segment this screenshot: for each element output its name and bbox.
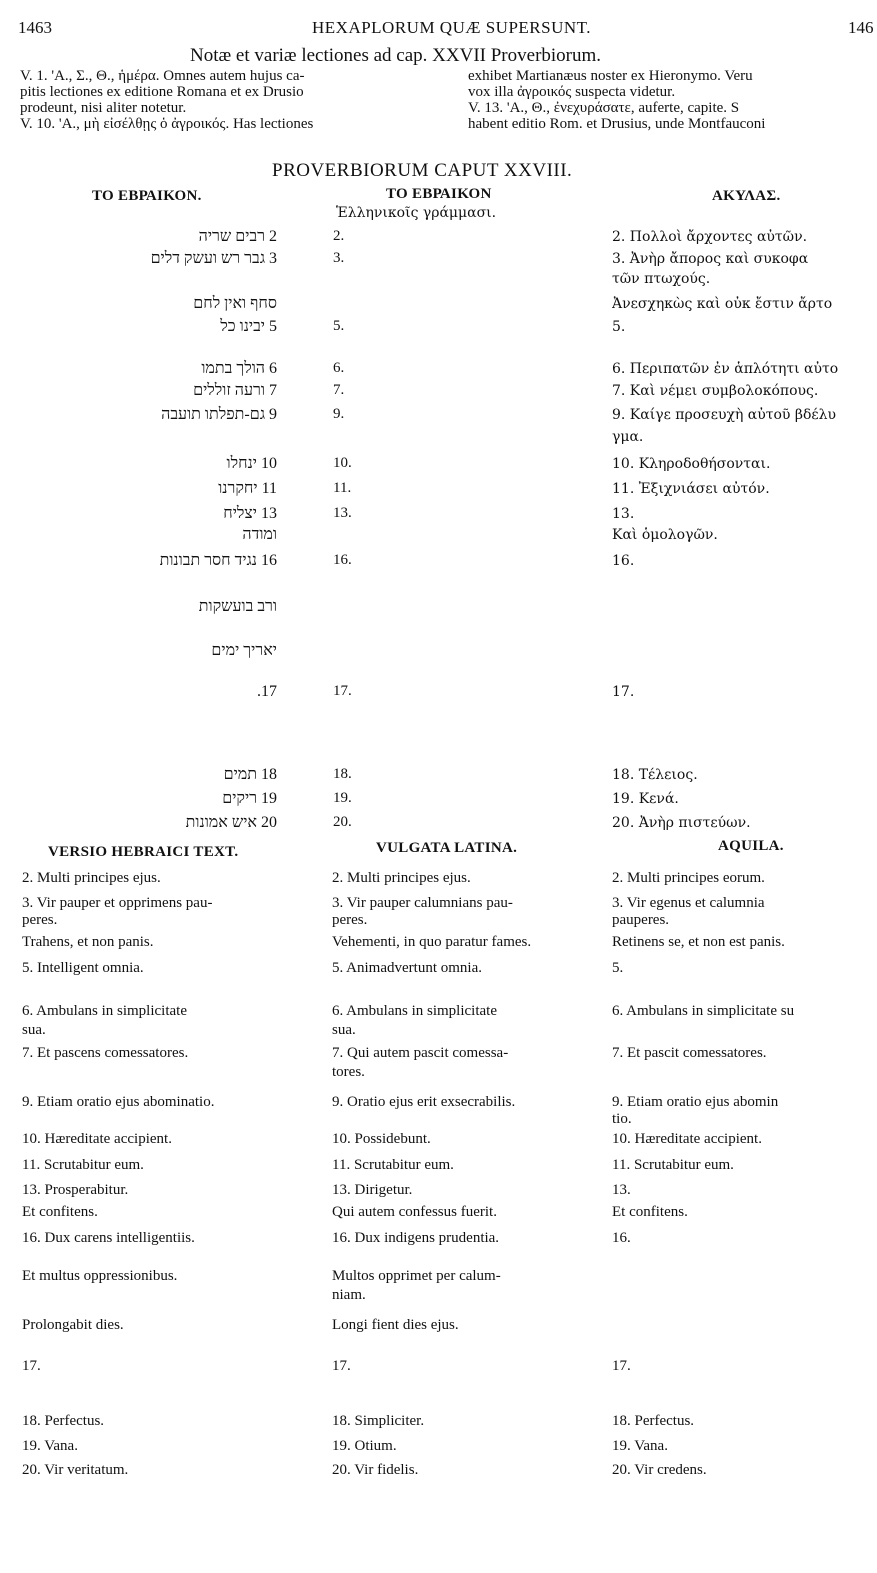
- hebrew-cell: 19 ריקים: [222, 790, 277, 807]
- aquila-greek-cell: 19. Κενά.: [612, 791, 679, 807]
- hebrew-cell: 17.: [257, 683, 277, 700]
- notes-line: V. 1. 'Α., Σ., Θ., ἡμέρα. Omnes autem hujus ca-: [20, 68, 305, 84]
- versio-cell: 18. Perfectus.: [22, 1413, 105, 1429]
- aquila-latin-cell: 18. Perfectus.: [612, 1413, 695, 1429]
- vulgata-cell: 6. Ambulans in simplicitate: [332, 1003, 497, 1019]
- col-head-aquila: AQUILA.: [718, 838, 784, 854]
- aquila-latin-cell: Et confitens.: [612, 1204, 688, 1220]
- versio-cell: 10. Hæreditate accipient.: [22, 1131, 172, 1147]
- notes-line: V. 13. 'Α., Θ., ἐνεχυράσατε, auferte, capite. S: [468, 100, 740, 116]
- vulgata-cell: 3. Vir pauper calumnians pau-: [332, 895, 513, 911]
- verse-number-cell: 20.: [333, 814, 352, 830]
- aquila-latin-cell: 3. Vir egenus et calumnia: [612, 895, 765, 911]
- vulgata-cell: Longi fient dies ejus.: [332, 1317, 459, 1333]
- hebrew-cell: 7 ורעה זוללים: [193, 382, 277, 399]
- vulgata-cell: Multos opprimet per calum-: [332, 1268, 501, 1284]
- aquila-greek-cell: 18. Τέλειος.: [612, 767, 698, 783]
- versio-cell: Prolongabit dies.: [22, 1317, 124, 1333]
- versio-cell: sua.: [22, 1022, 46, 1038]
- vulgata-cell: Vehementi, in quo paratur fames.: [332, 934, 532, 950]
- aquila-latin-cell: 13.: [612, 1182, 631, 1198]
- verse-number-cell: 18.: [333, 766, 352, 782]
- verse-number-cell: 7.: [333, 382, 345, 398]
- aquila-greek-cell: Ἀνεσχηκὼς καὶ οὐκ ἔστιν ἄρτο: [612, 296, 833, 312]
- aquila-latin-cell: tio.: [612, 1111, 632, 1127]
- hebrew-cell: 16 נגיד חסר תבונות: [159, 552, 277, 569]
- verse-number-cell: 19.: [333, 790, 352, 806]
- aquila-greek-cell: τῶν πτωχούς.: [612, 271, 711, 287]
- col-head-aquila-greek: ΑΚΥΛΑΣ.: [712, 188, 781, 204]
- aquila-latin-cell: 19. Vana.: [612, 1438, 668, 1454]
- aquila-greek-cell: 11. Ἐξιχνιάσει αὐτόν.: [612, 481, 770, 497]
- vulgata-cell: 17.: [332, 1358, 351, 1374]
- aquila-greek-cell: 13.: [612, 506, 635, 522]
- hebrew-cell: סחף ואין לחם: [193, 295, 277, 312]
- verse-number-cell: 17.: [333, 683, 352, 699]
- versio-cell: 20. Vir veritatum.: [22, 1462, 129, 1478]
- versio-cell: 5. Intelligent omnia.: [22, 960, 144, 976]
- aquila-greek-cell: 6. Περιπατῶν ἐν ἁπλότητι αὐτο: [612, 361, 839, 377]
- verse-number-cell: 11.: [333, 480, 352, 496]
- aquila-greek-cell: 5.: [612, 319, 626, 335]
- aquila-greek-cell: 7. Καὶ νέμει συμβολοκόπους.: [612, 383, 819, 399]
- aquila-latin-cell: 17.: [612, 1358, 631, 1374]
- verse-number-cell: 9.: [333, 406, 345, 422]
- vulgata-cell: sua.: [332, 1022, 356, 1038]
- versio-cell: 17.: [22, 1358, 41, 1374]
- vulgata-cell: niam.: [332, 1287, 366, 1303]
- aquila-greek-cell: γμα.: [612, 429, 644, 445]
- versio-cell: 3. Vir pauper et opprimens pau-: [22, 895, 213, 911]
- hebrew-cell: ומודה: [242, 526, 277, 543]
- vulgata-cell: 20. Vir fidelis.: [332, 1462, 419, 1478]
- running-title: HEXAPLORUM QUÆ SUPERSUNT.: [312, 18, 592, 37]
- versio-cell: 7. Et pascens comessatores.: [22, 1045, 189, 1061]
- vulgata-cell: 9. Oratio ejus erit exsecrabilis.: [332, 1094, 516, 1110]
- hebrew-cell: 5 יבינו כל: [220, 318, 277, 335]
- verse-number-cell: 6.: [333, 360, 345, 376]
- col-head-vulgata: VULGATA LATINA.: [376, 840, 518, 856]
- verse-number-cell: 10.: [333, 455, 352, 471]
- aquila-greek-cell: Καὶ ὁμολογῶν.: [612, 527, 718, 543]
- notes-line: V. 10. 'Α., μὴ εἰσέλθῃς ὁ ἀγροικός. Has lectiones: [20, 116, 314, 132]
- notes-left-column: [20, 68, 313, 132]
- aquila-latin-cell: 7. Et pascit comessatores.: [612, 1045, 767, 1061]
- notes-line: pitis lectiones ex editione Romana et ex Drusio: [20, 84, 304, 100]
- verse-number-cell: 5.: [333, 318, 345, 334]
- aquila-latin-cell: 6. Ambulans in simplicitate su: [612, 1003, 795, 1019]
- vulgata-cell: 13. Dirigetur.: [332, 1182, 413, 1198]
- col-head-versio: VERSIO HEBRAICI TEXT.: [48, 844, 239, 860]
- vulgata-cell: 2. Multi principes ejus.: [332, 870, 471, 886]
- hebrew-cell: 13 יצליח: [223, 505, 277, 522]
- vulgata-cell: tores.: [332, 1064, 365, 1080]
- versio-cell: Et multus oppressionibus.: [22, 1268, 178, 1284]
- vulgata-cell: 16. Dux indigens prudentia.: [332, 1230, 500, 1246]
- vulgata-cell: 18. Simpliciter.: [332, 1413, 425, 1429]
- page-number-right: 146: [848, 18, 874, 37]
- aquila-latin-cell: 5.: [612, 960, 624, 976]
- aquila-greek-cell: 17.: [612, 684, 635, 700]
- versio-cell: 16. Dux carens intelligentiis.: [22, 1230, 195, 1246]
- aquila-greek-cell: 20. Ἀνὴρ πιστεύων.: [612, 815, 751, 831]
- vulgata-cell: 5. Animadvertunt omnia.: [332, 960, 482, 976]
- col-head-hebrew-greek: ΤΟ ΕΒΡΑΙΚΟΝ: [386, 186, 492, 202]
- versio-cell: 9. Etiam oratio ejus abominatio.: [22, 1094, 215, 1110]
- chapter-title: PROVERBIORUM CAPUT XXVIII.: [272, 160, 573, 181]
- notes-line: prodeunt, nisi aliter notetur.: [20, 100, 187, 116]
- notes-right-column: [468, 68, 877, 132]
- col-subhead-greek-letters: Ἑλληνικοῖς γράμμασι.: [336, 205, 497, 221]
- vulgata-cell: 7. Qui autem pascit comessa-: [332, 1045, 509, 1061]
- versio-cell: Et confitens.: [22, 1204, 98, 1220]
- col-head-hebrew: ΤΟ ΕΒΡΑΙΚΟΝ.: [92, 188, 202, 204]
- aquila-latin-cell: 10. Hæreditate accipient.: [612, 1131, 762, 1147]
- versio-cell: 11. Scrutabitur eum.: [22, 1157, 144, 1173]
- notes-title: Notæ et variæ lectiones ad cap. XXVII Proverbiorum.: [190, 45, 602, 66]
- hebrew-cell: 18 תמים: [223, 766, 277, 783]
- verse-number-cell: 16.: [333, 552, 352, 568]
- vulgata-cell: Qui autem confessus fuerit.: [332, 1204, 497, 1220]
- hebrew-cell: 9 גם-תפלתו תועבה: [161, 406, 277, 423]
- page-number-left: 1463: [18, 18, 52, 37]
- aquila-greek-cell: 16.: [612, 553, 635, 569]
- aquila-greek-cell: 3. Ἀνὴρ ἄπορος καὶ συκοφα: [612, 251, 809, 267]
- hebrew-cell: 10 ינחלו: [226, 455, 277, 472]
- aquila-latin-cell: pauperes.: [612, 912, 670, 928]
- hebrew-cell: 3 גבר רש ועשק דלים: [150, 250, 277, 267]
- versio-cell: 19. Vana.: [22, 1438, 78, 1454]
- notes-line: vox illa ἀγροικός suspecta videtur.: [468, 84, 676, 100]
- vulgata-cell: peres.: [332, 912, 368, 928]
- versio-cell: 2. Multi principes ejus.: [22, 870, 161, 886]
- aquila-latin-cell: 16.: [612, 1230, 631, 1246]
- hebrew-cell: 20 איש אמונות: [185, 814, 277, 831]
- notes-line: habent editio Rom. et Drusius, unde Montfauconi: [468, 116, 766, 132]
- vulgata-cell: 19. Otium.: [332, 1438, 397, 1454]
- vulgata-cell: 10. Possidebunt.: [332, 1131, 431, 1147]
- hebrew-cell: ורב בועשקות: [198, 598, 277, 615]
- hebrew-cell: 11 יחקרנו: [218, 480, 277, 497]
- hebrew-cell: 2 רבים שריה: [198, 228, 277, 245]
- notes-line: exhibet Martianæus noster ex Hieronymo. Veru: [468, 68, 753, 84]
- verse-number-cell: 2.: [333, 228, 345, 244]
- hebrew-cell: 6 הולך בתמו: [201, 360, 277, 377]
- aquila-latin-cell: 20. Vir credens.: [612, 1462, 707, 1478]
- aquila-greek-cell: 2. Πολλοὶ ἄρχοντες αὐτῶν.: [612, 229, 808, 245]
- vulgata-cell: 11. Scrutabitur eum.: [332, 1157, 454, 1173]
- verse-number-cell: 13.: [333, 505, 352, 521]
- hebrew-cell: יאריך ימים: [211, 642, 277, 659]
- versio-cell: 13. Prosperabitur.: [22, 1182, 129, 1198]
- versio-cell: peres.: [22, 912, 58, 928]
- aquila-latin-cell: Retinens se, et non est panis.: [612, 934, 785, 950]
- aquila-latin-cell: 2. Multi principes eorum.: [612, 870, 765, 886]
- aquila-greek-cell: 10. Κληροδοθήσονται.: [612, 456, 771, 472]
- verse-number-cell: 3.: [333, 250, 345, 266]
- aquila-greek-cell: 9. Καίγε προσευχὴ αὐτοῦ βδέλυ: [612, 407, 837, 423]
- versio-cell: Trahens, et non panis.: [22, 934, 154, 950]
- aquila-latin-cell: 11. Scrutabitur eum.: [612, 1157, 734, 1173]
- versio-cell: 6. Ambulans in simplicitate: [22, 1003, 187, 1019]
- aquila-latin-cell: 9. Etiam oratio ejus abomin: [612, 1094, 779, 1110]
